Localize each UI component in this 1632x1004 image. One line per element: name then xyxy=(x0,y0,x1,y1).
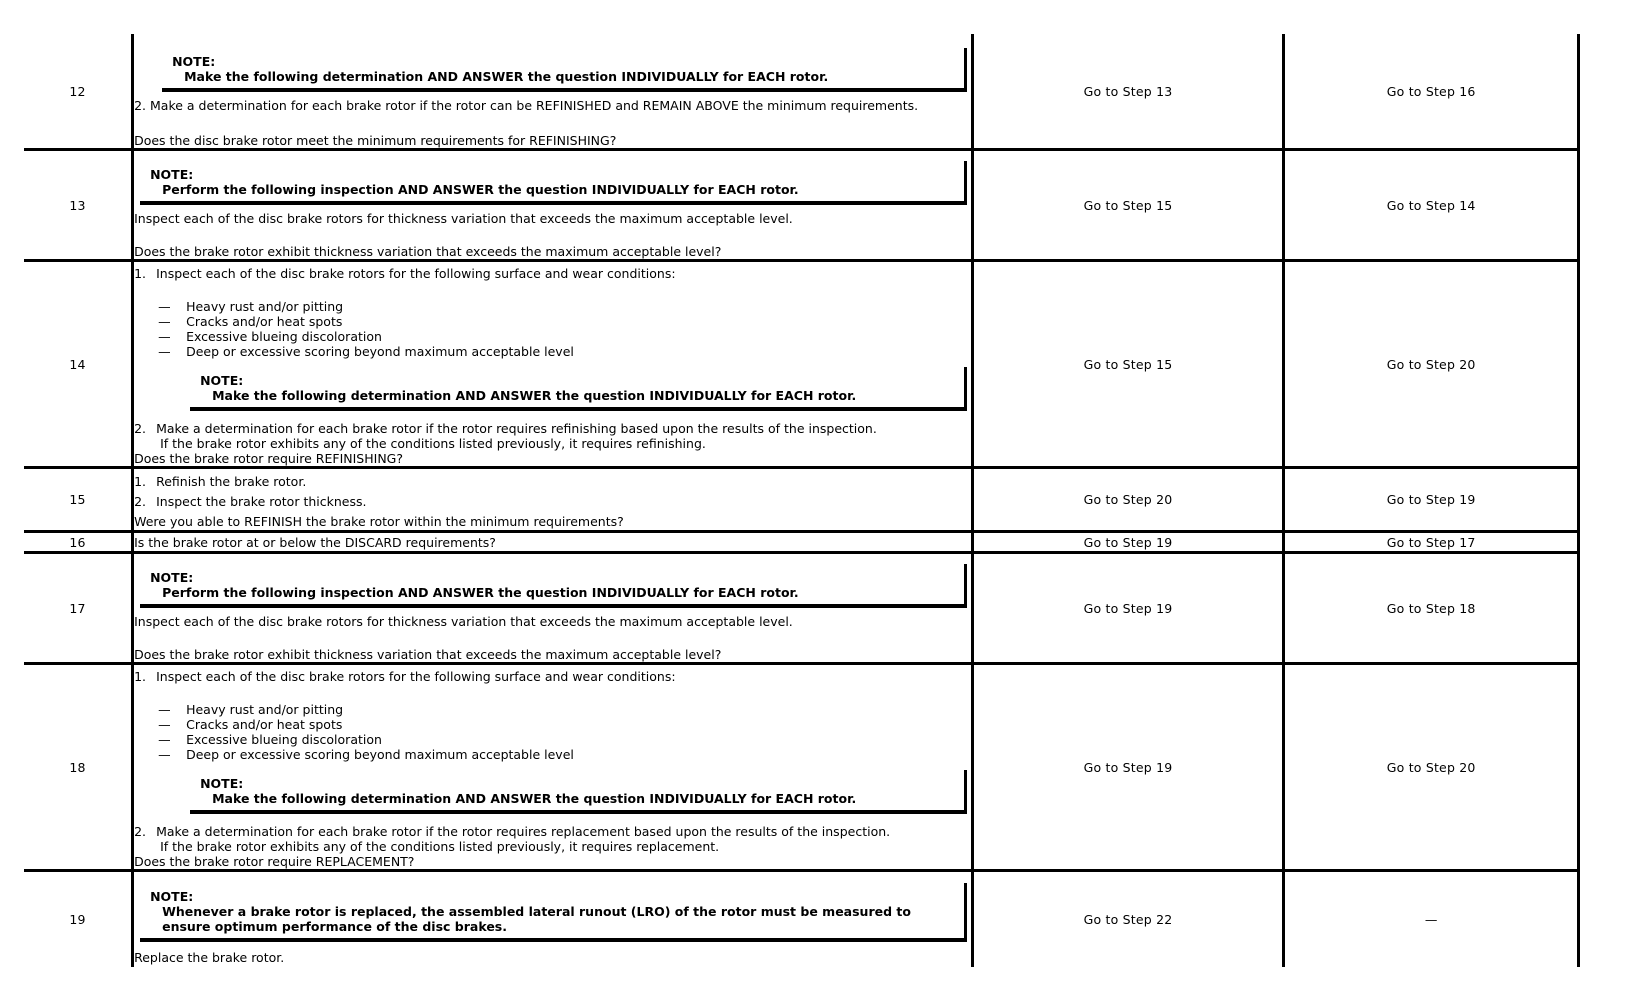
no-goto-link[interactable]: Go to Step 20 xyxy=(1386,759,1476,775)
yes-cell xyxy=(972,150,1284,261)
note-text: Whenever a brake rotor is replaced, the assembled lateral runout (LRO) of the rotor must be measured to ensure optimum performance of the disc brakes. xyxy=(162,904,911,935)
note-title: NOTE: xyxy=(150,570,194,585)
table-row-step-18 xyxy=(24,664,1579,871)
no-goto-dash: — xyxy=(1424,911,1438,927)
step-number-cell xyxy=(24,34,133,150)
yes-goto-link[interactable]: Go to Step 19 xyxy=(1083,600,1173,616)
note-title: NOTE: xyxy=(200,776,244,791)
no-cell xyxy=(1284,532,1579,553)
step-number-cell xyxy=(24,871,133,967)
action-cell xyxy=(133,150,973,261)
step-number: 17 xyxy=(69,600,86,616)
question-text: Does the brake rotor exhibit thickness variation that exceeds the maximum acceptable level? xyxy=(134,647,722,662)
table-row-step-14 xyxy=(24,261,1579,468)
diagnostic-table xyxy=(24,34,1580,967)
note-box xyxy=(190,367,967,411)
action-cell xyxy=(133,871,973,967)
item-1-text: 1. Inspect each of the disc brake rotors for the following surface and wear conditions: xyxy=(134,266,676,281)
step-number: 19 xyxy=(69,911,86,927)
instruction-text: Replace the brake rotor. xyxy=(134,950,285,966)
step-number-cell xyxy=(24,261,133,468)
question-text: Is the brake rotor at or below the DISCARD requirements? xyxy=(134,534,496,550)
no-cell xyxy=(1284,150,1579,261)
yes-cell xyxy=(972,261,1284,468)
condition-item: — Deep or excessive scoring beyond maximum acceptable level xyxy=(158,344,574,359)
step-number: 13 xyxy=(69,197,86,213)
instruction-text: Inspect each of the disc brake rotors for thickness variation that exceeds the maximum acceptable level. xyxy=(134,211,793,226)
note-title: NOTE: xyxy=(172,54,216,69)
step-number-cell xyxy=(24,664,133,871)
no-cell xyxy=(1284,468,1579,532)
item-2-text: 2. Inspect the brake rotor thickness. xyxy=(134,494,367,509)
yes-cell xyxy=(972,553,1284,664)
no-goto-link[interactable]: Go to Step 14 xyxy=(1386,197,1476,213)
note-box xyxy=(140,161,967,205)
note-box xyxy=(140,883,967,942)
yes-goto-link[interactable]: Go to Step 19 xyxy=(1083,759,1173,775)
no-cell xyxy=(1284,34,1579,150)
step-number-cell xyxy=(24,150,133,261)
action-cell xyxy=(133,468,973,532)
no-cell xyxy=(1284,871,1579,967)
note-box xyxy=(190,770,967,814)
step-number: 14 xyxy=(69,356,86,372)
no-cell xyxy=(1284,664,1579,871)
yes-cell xyxy=(972,34,1284,150)
instruction-text: 2. Make a determination for each brake rotor if the rotor can be REFINISHED and REMAIN ABOVE the minimum requirements. xyxy=(134,98,919,113)
question-text: Were you able to REFINISH the brake rotor within the minimum requirements? xyxy=(134,514,624,529)
item-2-text: 2. Make a determination for each brake rotor if the rotor requires refinishing based upon the results of the inspection. xyxy=(134,421,877,436)
action-cell xyxy=(133,34,973,150)
condition-item: — Deep or excessive scoring beyond maximum acceptable level xyxy=(158,747,574,762)
yes-goto-link[interactable]: Go to Step 19 xyxy=(1083,534,1173,550)
no-goto-link[interactable]: Go to Step 19 xyxy=(1386,492,1476,507)
step-number: 12 xyxy=(69,83,86,99)
diagnostic-table-page xyxy=(24,34,1580,967)
note-text: Perform the following inspection AND ANSWER the question INDIVIDUALLY for EACH rotor. xyxy=(162,585,799,600)
yes-goto-link[interactable]: Go to Step 15 xyxy=(1083,197,1173,213)
note-title: NOTE: xyxy=(150,889,194,905)
yes-goto-link[interactable]: Go to Step 20 xyxy=(1083,492,1173,507)
no-goto-link[interactable]: Go to Step 16 xyxy=(1386,83,1476,99)
yes-goto-link[interactable]: Go to Step 13 xyxy=(1083,83,1173,99)
yes-goto-link[interactable]: Go to Step 15 xyxy=(1083,356,1173,372)
action-cell xyxy=(133,532,973,553)
note-text: Perform the following inspection AND ANSWER the question INDIVIDUALLY for EACH rotor. xyxy=(162,182,799,197)
step-number: 15 xyxy=(69,492,86,507)
yes-cell xyxy=(972,468,1284,532)
conditions-list xyxy=(158,702,971,762)
no-goto-link[interactable]: Go to Step 17 xyxy=(1386,534,1476,550)
condition-item: — Excessive blueing discoloration xyxy=(158,329,382,344)
note-text: Make the following determination AND ANSWER the question INDIVIDUALLY for EACH rotor. xyxy=(184,69,829,84)
yes-cell xyxy=(972,664,1284,871)
action-cell xyxy=(133,664,973,871)
note-box xyxy=(140,564,967,608)
item-1-text: 1. Refinish the brake rotor. xyxy=(134,474,307,489)
table-row-step-17 xyxy=(24,553,1579,664)
action-cell xyxy=(133,261,973,468)
no-cell xyxy=(1284,261,1579,468)
no-goto-link[interactable]: Go to Step 18 xyxy=(1386,600,1476,616)
question-text: Does the brake rotor require REFINISHING? xyxy=(134,451,403,466)
yes-cell xyxy=(972,532,1284,553)
conditions-list xyxy=(158,299,971,359)
table-row-step-12 xyxy=(24,34,1579,150)
question-text: Does the brake rotor require REPLACEMENT? xyxy=(134,854,415,869)
yes-goto-link[interactable]: Go to Step 22 xyxy=(1083,911,1173,927)
note-title: NOTE: xyxy=(150,167,194,182)
condition-item: — Excessive blueing discoloration xyxy=(158,732,382,747)
table-row-step-16 xyxy=(24,532,1579,553)
step-number: 16 xyxy=(69,534,86,550)
item-2-subtext: If the brake rotor exhibits any of the conditions listed previously, it requires replacement. xyxy=(160,839,720,854)
item-1-text: 1. Inspect each of the disc brake rotors for the following surface and wear conditions: xyxy=(134,669,676,684)
note-box xyxy=(162,48,967,92)
question-text: Does the brake rotor exhibit thickness variation that exceeds the maximum acceptable level? xyxy=(134,244,722,259)
no-cell xyxy=(1284,553,1579,664)
step-number: 18 xyxy=(69,759,86,775)
table-row-step-19 xyxy=(24,871,1579,967)
note-text: Make the following determination AND ANSWER the question INDIVIDUALLY for EACH rotor. xyxy=(212,791,857,806)
condition-item: — Cracks and/or heat spots xyxy=(158,717,343,732)
note-title: NOTE: xyxy=(200,373,244,388)
step-number-cell xyxy=(24,553,133,664)
step-number-cell xyxy=(24,468,133,532)
no-goto-link[interactable]: Go to Step 20 xyxy=(1386,356,1476,372)
note-text: Make the following determination AND ANSWER the question INDIVIDUALLY for EACH rotor. xyxy=(212,388,857,403)
condition-item: — Heavy rust and/or pitting xyxy=(158,702,344,717)
action-cell xyxy=(133,553,973,664)
table-row-step-13 xyxy=(24,150,1579,261)
item-2-subtext: If the brake rotor exhibits any of the conditions listed previously, it requires refinishing. xyxy=(160,436,706,451)
step-number-cell xyxy=(24,532,133,553)
table-row-step-15 xyxy=(24,468,1579,532)
yes-cell xyxy=(972,871,1284,967)
question-text: Does the disc brake rotor meet the minimum requirements for REFINISHING? xyxy=(134,133,617,148)
condition-item: — Heavy rust and/or pitting xyxy=(158,299,344,314)
condition-item: — Cracks and/or heat spots xyxy=(158,314,343,329)
instruction-text: Inspect each of the disc brake rotors for thickness variation that exceeds the maximum acceptable level. xyxy=(134,614,793,629)
item-2-text: 2. Make a determination for each brake rotor if the rotor requires replacement based upon the results of the inspection. xyxy=(134,824,891,839)
